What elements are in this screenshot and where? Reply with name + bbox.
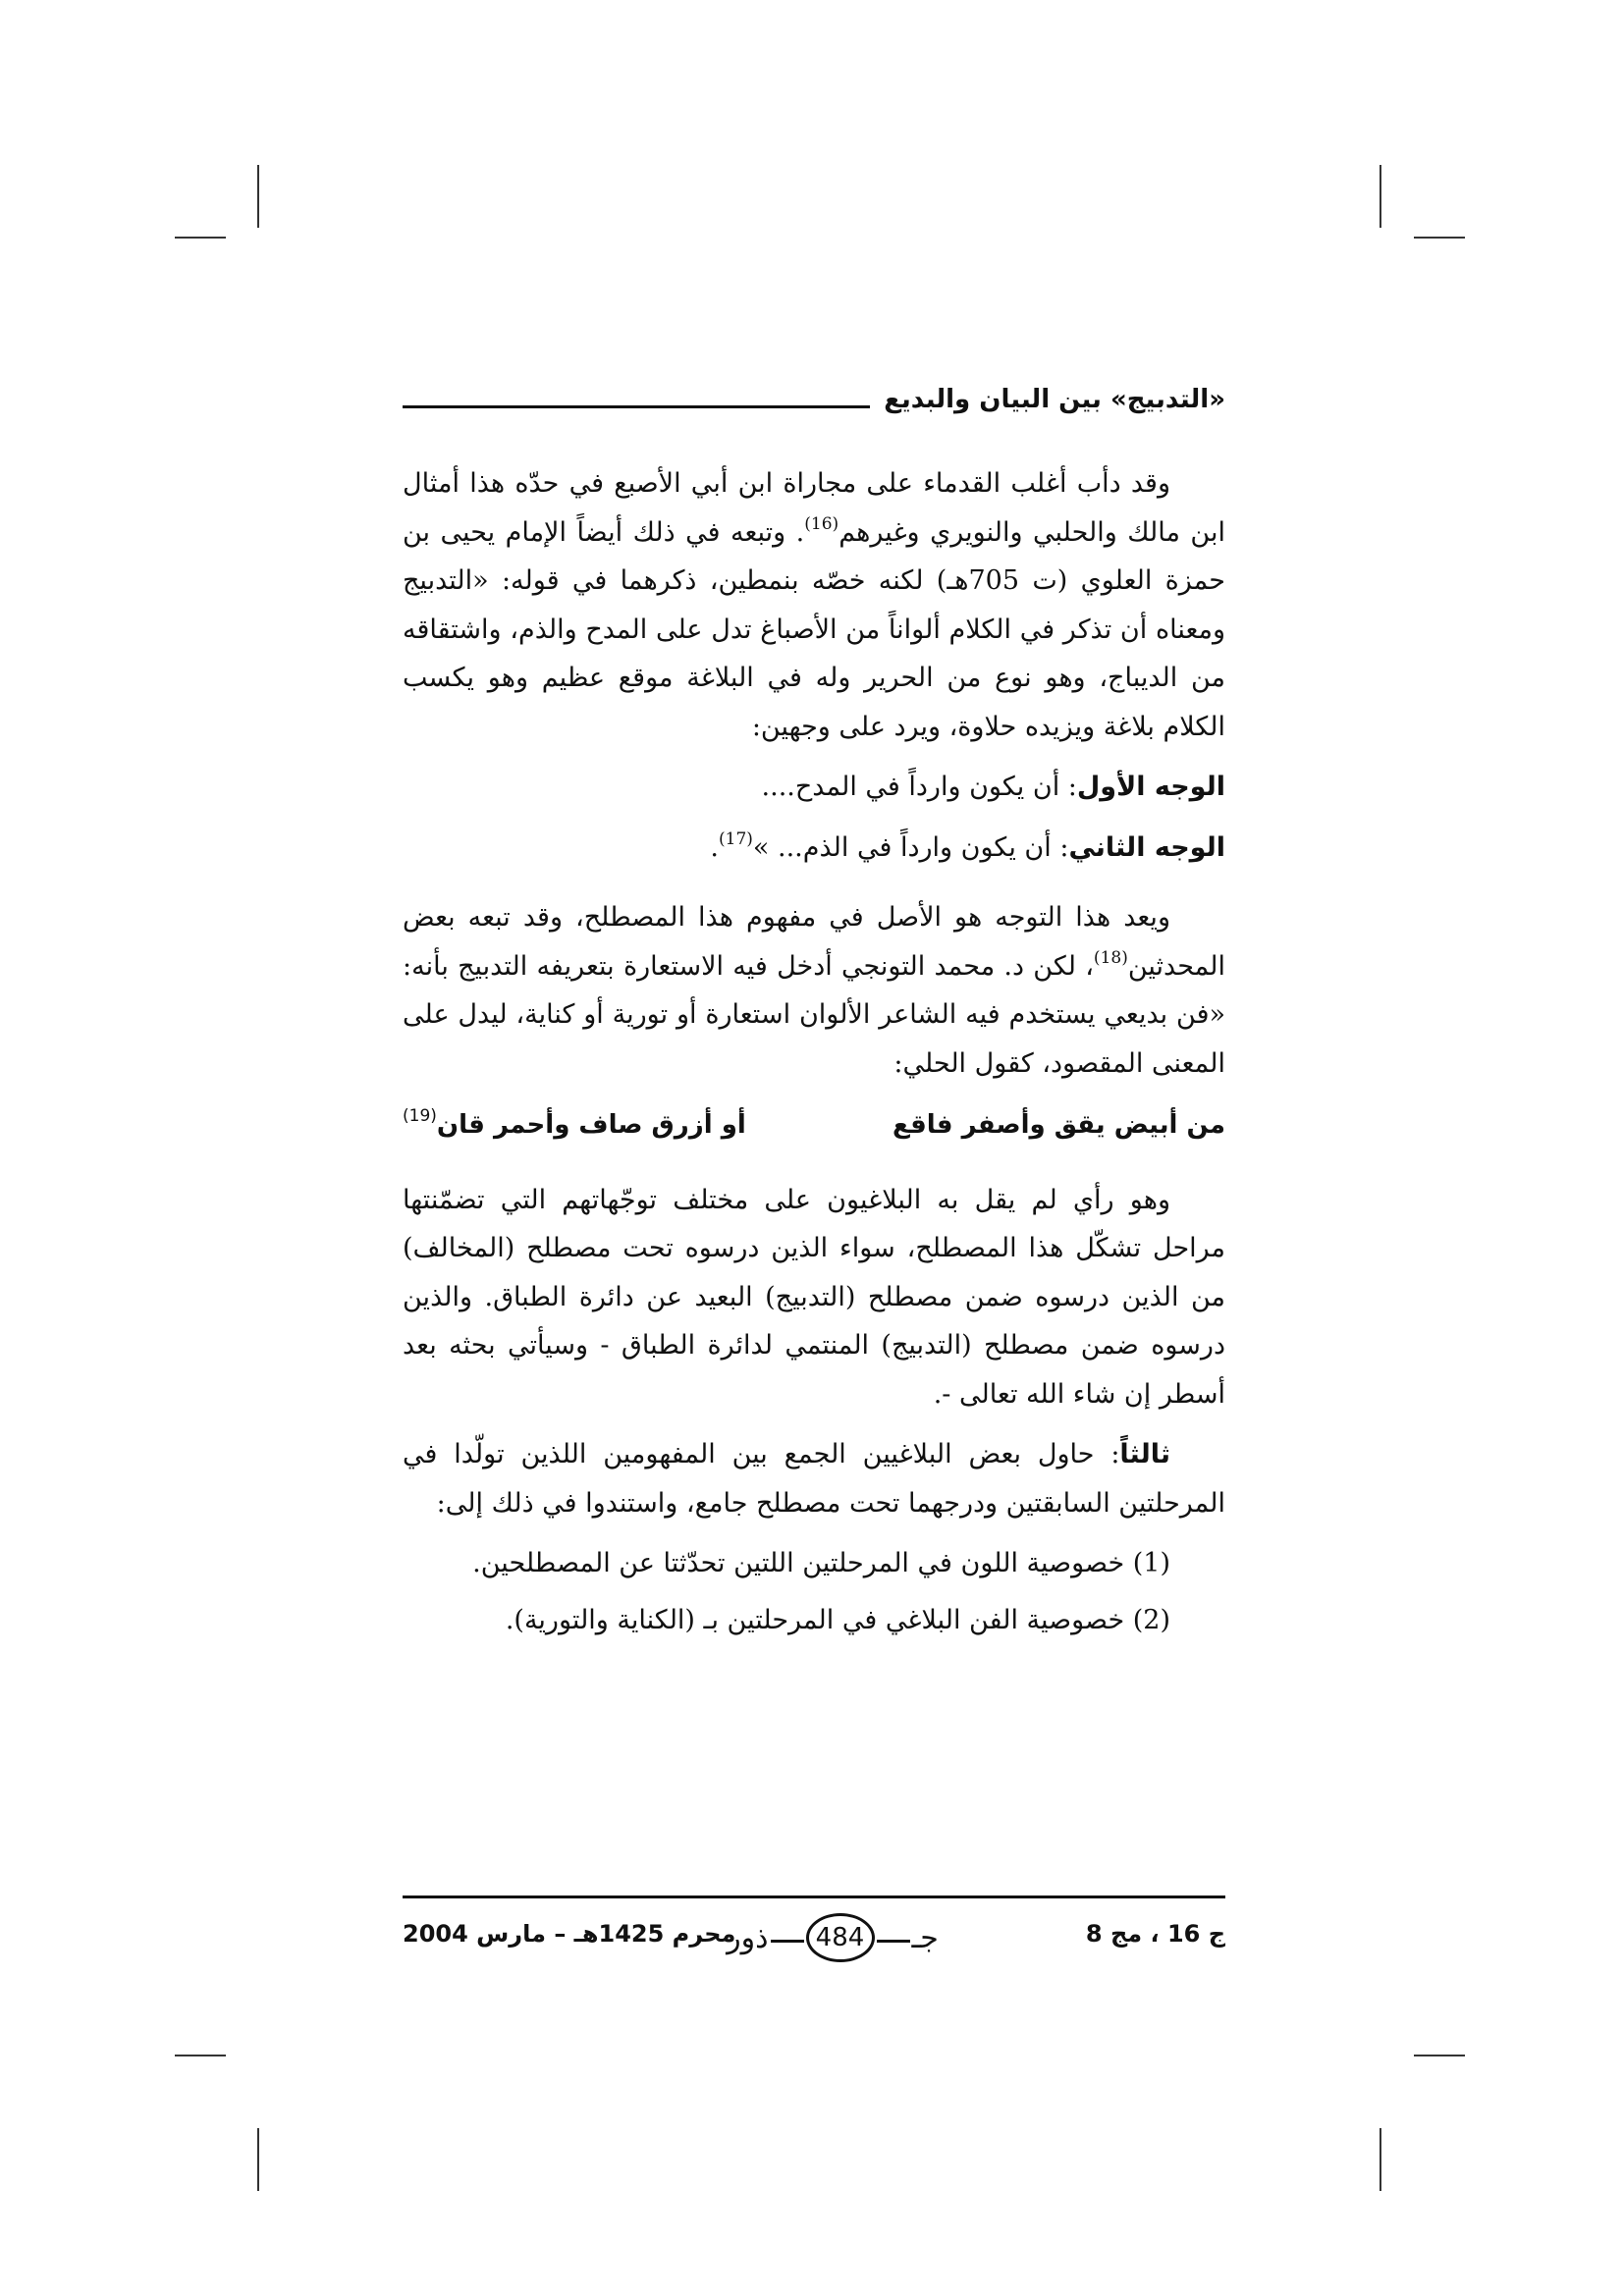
journal-name-right: جـ <box>911 1920 939 1955</box>
paragraph-1 <box>403 459 1225 751</box>
crop-mark <box>175 237 226 239</box>
running-header <box>403 378 1225 421</box>
list-item: (1) خصوصية اللون في المرحلتين اللتين تحدّثتا عن المصطلحين. <box>472 1548 1170 1578</box>
paragraph-text: وقد دأب أغلب القدماء على مجاراة ابن أبي الأصبع في حدّه هذا أمثال ابن مالك والحلبي والنويري وغيرهم <box>403 468 1225 548</box>
poetry-verse <box>403 1101 1225 1150</box>
journal-dash <box>771 1940 804 1943</box>
paragraph-4 <box>403 1430 1225 1527</box>
issue-date: محرم 1425هـ – مارس 2004 <box>403 1920 736 1948</box>
crop-mark <box>175 2055 226 2056</box>
paragraph-text: ، لكن د. محمد التونجي أدخل فيه الاستعارة بتعريفه التدبيج بأنه: «فن بديعي يستخدم فيه الشاعر الألوان استعارة أو تورية أو كناية، ليدل على المعنى المقصود، كقول الحلي: <box>403 950 1225 1079</box>
paragraph-text: ويعد هذا التوجه هو الأصل في مفهوم هذا المصطلح، وقد تبعه بعض المحدثين <box>403 902 1225 982</box>
verse-hemistich-2-wrap <box>403 1101 746 1150</box>
crop-mark <box>1414 237 1465 239</box>
journal-logo <box>715 1910 950 1965</box>
issue-volume: ج 16 ، مج 8 <box>1085 1920 1225 1948</box>
verse-hemistich-1: من أبيض يقق وأصفر فاقع <box>892 1110 1225 1140</box>
list-item: (2) خصوصية الفن البلاغي في المرحلتين بـ (الكناية والتورية). <box>505 1604 1170 1635</box>
header-rule <box>403 405 870 408</box>
paragraph-2 <box>403 893 1225 1088</box>
crop-mark <box>1414 2055 1465 2056</box>
paragraph-text: : حاول بعض البلاغيين الجمع بين المفهومين اللذين تولّدا في المرحلتين السابقتين ودرجهما تحت مصطلح جامع، واستندوا في ذلك إلى: <box>403 1439 1225 1519</box>
third-label: ثالثاً <box>1119 1439 1170 1469</box>
journal-dash <box>877 1940 910 1943</box>
aspect-text: : أن يكون وارداً في المدح.... <box>761 772 1077 802</box>
footnote-ref: (19) <box>403 1106 437 1126</box>
footer-rule <box>403 1896 1225 1898</box>
aspect-text: : أن يكون وارداً في الذم... » <box>752 831 1069 863</box>
paragraph-second-aspect <box>403 824 1225 873</box>
footnote-ref: (17) <box>718 828 753 849</box>
footnote-ref: (18) <box>1093 947 1128 968</box>
aspect-label: الوجه الثاني <box>1068 831 1225 863</box>
paragraph-text: . وتبعه في ذلك أيضاً الإمام يحيى بن حمزة العلوي (ت 705هـ) لكنه خصّه بنمطين، ذكرهما في قوله: «التدبيج ومعناه أن تذكر في الكلام ألواناً من الأصباغ تدل على المدح والذم، واشتقاقه من الديباج، وهو نوع من الحرير وله في البلاغة موقع عظيم وهو يكسب الكلام بلاغة ويزيده حلاوة، ويرد على وجهين: <box>403 516 1225 742</box>
crop-mark <box>1380 165 1381 228</box>
page-number: 484 <box>806 1913 875 1962</box>
header-title: «التدبيج» بين البيان والبديع <box>884 385 1225 414</box>
crop-mark <box>1380 2128 1381 2191</box>
aspect-label: الوجه الأول <box>1076 772 1225 802</box>
page-footer <box>403 1910 1225 1965</box>
crop-mark <box>257 165 259 228</box>
verse-hemistich-2: أو أزرق صاف وأحمر قان <box>436 1110 746 1140</box>
journal-name-left: ذور <box>727 1920 769 1955</box>
crop-mark <box>257 2128 259 2191</box>
aspect-end: . <box>710 831 719 863</box>
footnote-ref: (16) <box>804 513 839 534</box>
page-body <box>403 459 1225 1652</box>
paragraph-3: وهو رأي لم يقل به البلاغيون على مختلف توجّهاتهم التي تضمّنتها مراحل تشكّل هذا المصطلح، سواء الذين درسوه تحت مصطلح (المخالف) من الذين درسوه ضمن مصطلح (التدبيج) البعيد عن دائرة الطباق. والذين درسوه ضمن مصطلح (التدبيج) المنتمي لدائرة الطباق - وسيأتي بحثه بعد أسطر إن شاء الله تعالى -. <box>403 1184 1225 1410</box>
paragraph-first-aspect <box>403 763 1225 812</box>
